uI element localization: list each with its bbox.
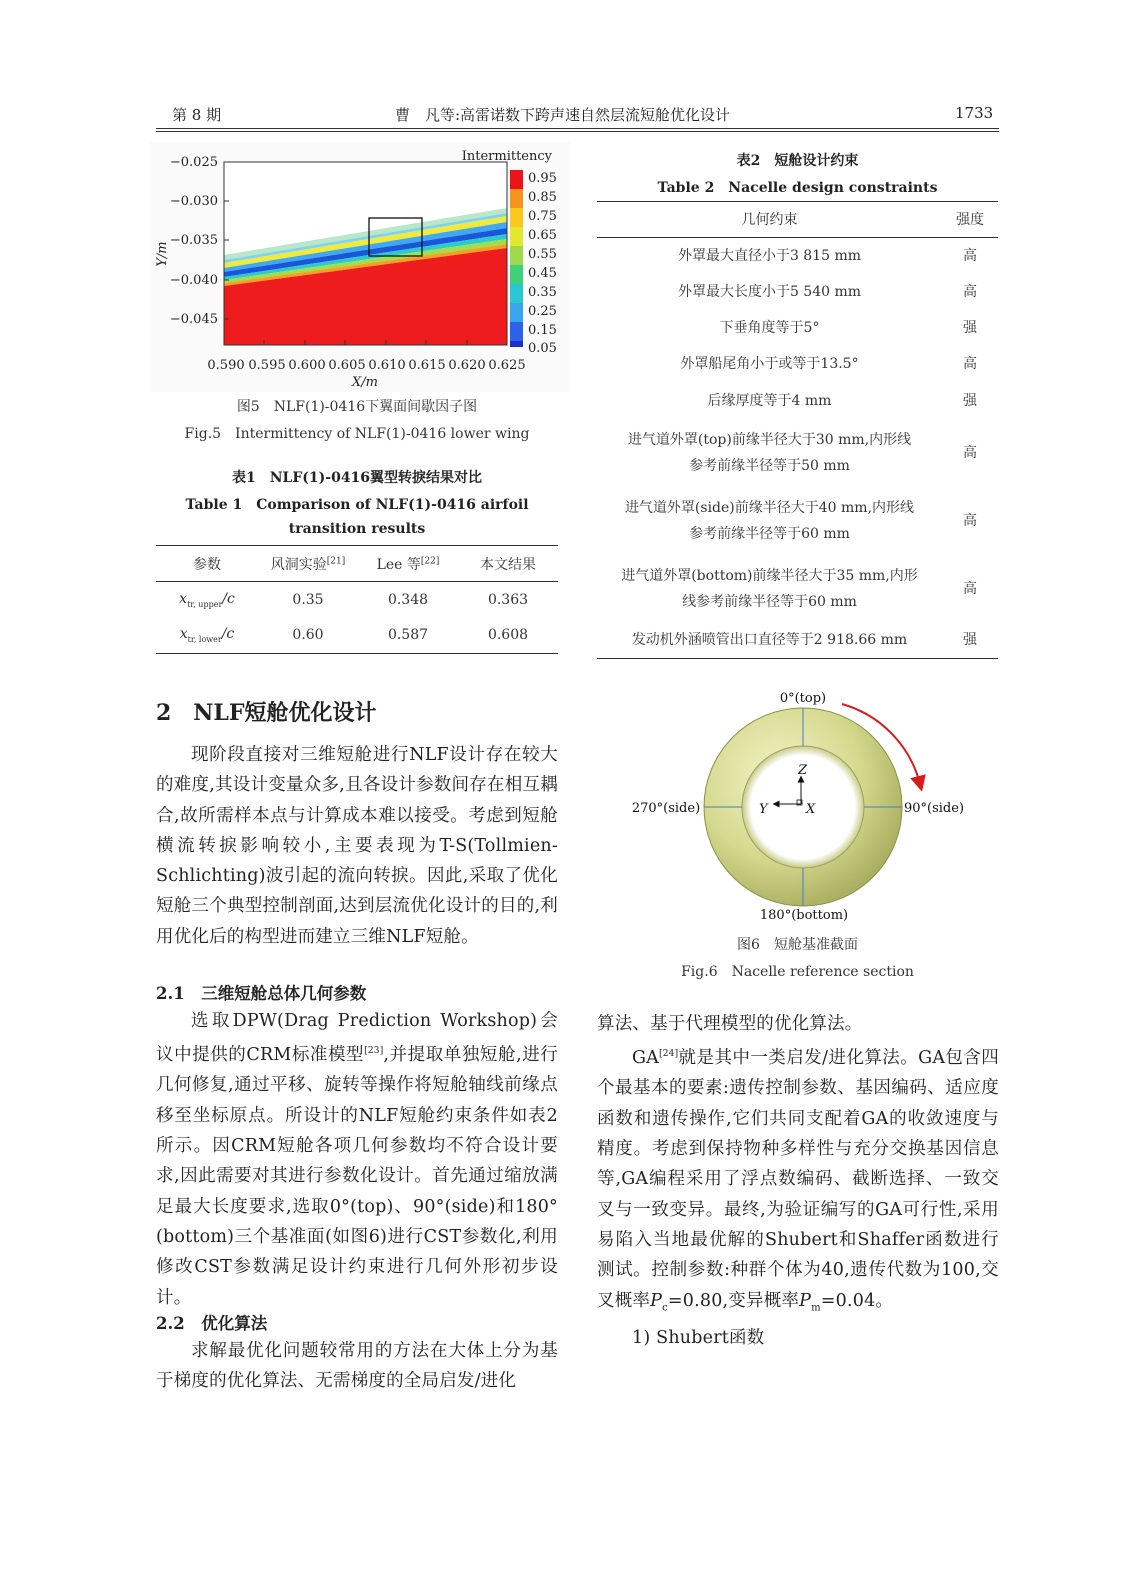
header-issue: 第 8 期 xyxy=(172,106,222,124)
table-row xyxy=(156,618,558,654)
shubert-heading: 1) Shubert函数 xyxy=(632,1328,765,1349)
table1-caption-cn: 表1 NLF(1)-0416翼型转捩结果对比 xyxy=(231,470,483,486)
table2-strength: 高 xyxy=(963,356,977,372)
axis-y-label: Y xyxy=(759,802,768,817)
fig5-ytick: −0.030 xyxy=(169,194,218,209)
table1-header: 参数 xyxy=(193,556,221,573)
section-2-heading: 2 NLF短舱优化设计 xyxy=(156,700,377,726)
table2-constraint: 下垂角度等于5° xyxy=(719,319,820,336)
table-row xyxy=(597,487,998,555)
fig5-legend-value: 0.35 xyxy=(528,285,557,300)
table2-strength: 高 xyxy=(963,512,977,529)
table2-constraint: 外罩最大长度小于5 540 mm xyxy=(677,283,862,300)
table-row xyxy=(597,420,998,487)
table2 xyxy=(597,201,998,659)
label-right: 90°(side) xyxy=(903,801,965,816)
table-row xyxy=(156,582,558,618)
table1-header: 风洞实验[21] xyxy=(270,555,346,573)
table2-strength: 强 xyxy=(963,632,977,649)
fig5-ytick: −0.025 xyxy=(169,155,218,170)
table1-param: $x_{tr, lower}/c$ xyxy=(179,626,235,645)
axis-z-label: Z xyxy=(798,763,808,778)
fig5-xtick: 0.605 xyxy=(328,358,366,373)
fig5-ytick: −0.040 xyxy=(169,273,218,288)
fig5-legend-value: 0.25 xyxy=(528,304,557,319)
fig5-xtick: 0.615 xyxy=(408,358,446,373)
fig5-plot xyxy=(150,142,570,392)
table2-strength: 高 xyxy=(963,247,977,264)
table1-cell: 0.608 xyxy=(487,627,529,644)
table2-strength: 高 xyxy=(963,580,977,597)
table-row xyxy=(597,238,998,274)
fig6-diagram xyxy=(620,682,980,927)
section-2-intro: 现阶段直接对三维短舱进行NLF设计存在较大的难度,其设计变量众多,且各设计参数间存在相互耦合,故所需样本点与计算成本难以接受。考虑到短舱横流转捩影响较小,主要表现为T-S(Tollmien-Schlichting)波引起的流向转捩。因此,采取了优化短舱三个典型控制剖面,达到层流优化设计的目的,利用优化后的构型进而建立三维NLF短舱。 xyxy=(156,745,558,947)
figure-5 xyxy=(150,142,570,392)
fig5-ytick: −0.035 xyxy=(169,233,218,248)
table1-cell: 0.348 xyxy=(387,591,429,608)
table1 xyxy=(156,545,558,654)
section-2-1-body: 选取DPW(Drag Prediction Workshop)会议中提供的CRM标准模型[23],并提取单独短舱,进行几何修复,通过平移、旋转等操作将短舱轴线前缘点移至坐标原点。所设计的NLF短舱约束条件如表2所示。因CRM短舱各项几何参数均不符合设计要求,因此需要对其进行参数化设计。首先通过缩放满足最大长度要求,选取0°(top)、90°(side)和180°(bottom)三个基准面(如图6)进行CST参数化,利用修改CST参数满足设计约束进行几何外形初步设计。 xyxy=(156,1011,558,1308)
table2-header: 强度 xyxy=(956,211,984,228)
table2-header-row xyxy=(597,202,998,238)
axis-x-label: X xyxy=(806,802,816,817)
table-row xyxy=(597,274,998,310)
fig6-caption-cn: 图6 短舱基准截面 xyxy=(737,937,858,953)
table2-header: 几何约束 xyxy=(741,211,798,228)
fig5-caption-cn: 图5 NLF(1)-0416下翼面间歇因子图 xyxy=(236,399,478,415)
table1-caption-en: Table 1 Comparison of NLF(1)-0416 airfoil xyxy=(185,497,529,513)
fig5-legend-value: 0.15 xyxy=(528,323,557,338)
fig5-ylabel: Y/m xyxy=(155,241,170,267)
header-page-number: 1733 xyxy=(955,104,994,122)
table2-caption-cn: 表2 短舱设计约束 xyxy=(736,153,859,169)
fig5-ytick: −0.045 xyxy=(169,312,218,327)
table2-constraint: 后缘厚度等于4 mm xyxy=(707,393,832,409)
table-row xyxy=(597,623,998,659)
section-2-2-heading: 2.2 优化算法 xyxy=(156,1314,268,1333)
table1-cell: 0.60 xyxy=(292,627,324,644)
table2-caption-en: Table 2 Nacelle design constraints xyxy=(657,180,938,196)
fig5-legend-value: 0.65 xyxy=(528,228,557,243)
header-title: 曹 凡等:高雷诺数下跨声速自然层流短舱优化设计 xyxy=(395,106,731,124)
table2-strength: 高 xyxy=(963,445,977,461)
table2-strength: 高 xyxy=(963,283,977,300)
table-row xyxy=(597,555,998,623)
table1-cell: 0.587 xyxy=(387,627,429,644)
table1-param: $x_{tr, upper}/c$ xyxy=(179,590,235,609)
fig5-xtick: 0.625 xyxy=(488,358,526,373)
table1-cell: 0.363 xyxy=(487,591,529,608)
fig5-xtick: 0.610 xyxy=(368,358,406,373)
fig5-legend-title: Intermittency xyxy=(461,149,552,164)
fig5-xtick: 0.595 xyxy=(248,358,286,373)
table1-cell: 0.35 xyxy=(292,591,324,608)
section-2-2-continued: 算法、基于代理模型的优化算法。 GA[24]就是其中一类启发/进化算法。GA包含四个最基本的要素:遗传控制参数、基因编码、适应度函数和遗传操作,它们共同支配着GA的收敛速度与精度。考虑到保持物种多样性与充分交换基因信息等,GA编程采用了浮点数编码、截断选择、一致交叉与一致变异。最终,为验证编写的GA可行性,采用易陷入当地最优解的Shubert和Shaffer函数进行测试。控制参数:种群个体为40,遗传代数为100,交叉概率$P_c=0.80$,变异概率$P_m=0.04$。 1) Shubert函数 xyxy=(597,1009,999,1354)
fig5-xlabel: X/m xyxy=(352,375,378,390)
table2-constraint: 进气道外罩(bottom)前缘半径大于35 mm,内形 线参考前缘半径等于60 mm xyxy=(621,567,918,610)
table-row xyxy=(597,310,998,346)
fig5-legend-value: 0.95 xyxy=(528,171,557,186)
fig5-xtick: 0.620 xyxy=(448,358,486,373)
header-rule xyxy=(156,128,999,129)
fig5-xtick: 0.600 xyxy=(288,358,326,373)
table1-header: 本文结果 xyxy=(480,556,536,573)
header-rule-thin xyxy=(156,131,999,132)
label-top: 0°(top) xyxy=(779,691,827,706)
fig5-legend-value: 0.85 xyxy=(528,190,557,205)
fig5-legend-value: 0.75 xyxy=(528,209,557,224)
table-row xyxy=(597,383,998,420)
figure-6 xyxy=(620,682,980,927)
fig5-xtick: 0.590 xyxy=(207,358,245,373)
fig5-legend-value: 0.45 xyxy=(528,266,557,281)
section-2-1-heading: 2.1 三维短舱总体几何参数 xyxy=(156,984,367,1003)
table1-header-row xyxy=(156,546,558,582)
table2-constraint: 外罩最大直径小于3 815 mm xyxy=(677,247,862,264)
table1-caption-en-line2: transition results xyxy=(288,521,426,537)
table2-strength: 强 xyxy=(963,393,977,409)
fig5-colorbar xyxy=(510,170,523,347)
table2-constraint: 进气道外罩(side)前缘半径大于40 mm,内形线 参考前缘半径等于60 mm xyxy=(624,499,915,542)
fig6-caption-en: Fig.6 Nacelle reference section xyxy=(681,964,914,980)
table2-constraint: 进气道外罩(top)前缘半径大于30 mm,内形线 参考前缘半径等于50 mm xyxy=(627,432,912,474)
table1-header: Lee 等[22] xyxy=(376,555,440,573)
fig5-legend-value: 0.55 xyxy=(528,247,557,262)
table2-strength: 强 xyxy=(963,319,977,336)
table-row xyxy=(597,346,998,383)
table2-constraint: 外罩船尾角小于或等于13.5° xyxy=(680,356,859,372)
fig5-legend-value: 0.05 xyxy=(528,341,557,356)
label-bottom: 180°(bottom) xyxy=(759,908,849,923)
label-left: 270°(side) xyxy=(631,801,701,816)
table2-constraint: 发动机外涵喷管出口直径等于2 918.66 mm xyxy=(631,632,908,649)
section-2-2-body: 求解最优化问题较常用的方法在大体上分为基于梯度的优化算法、无需梯度的全局启发/进化 xyxy=(156,1341,558,1392)
fig5-caption-en: Fig.5 Intermittency of NLF(1)-0416 lower wing xyxy=(184,426,530,442)
